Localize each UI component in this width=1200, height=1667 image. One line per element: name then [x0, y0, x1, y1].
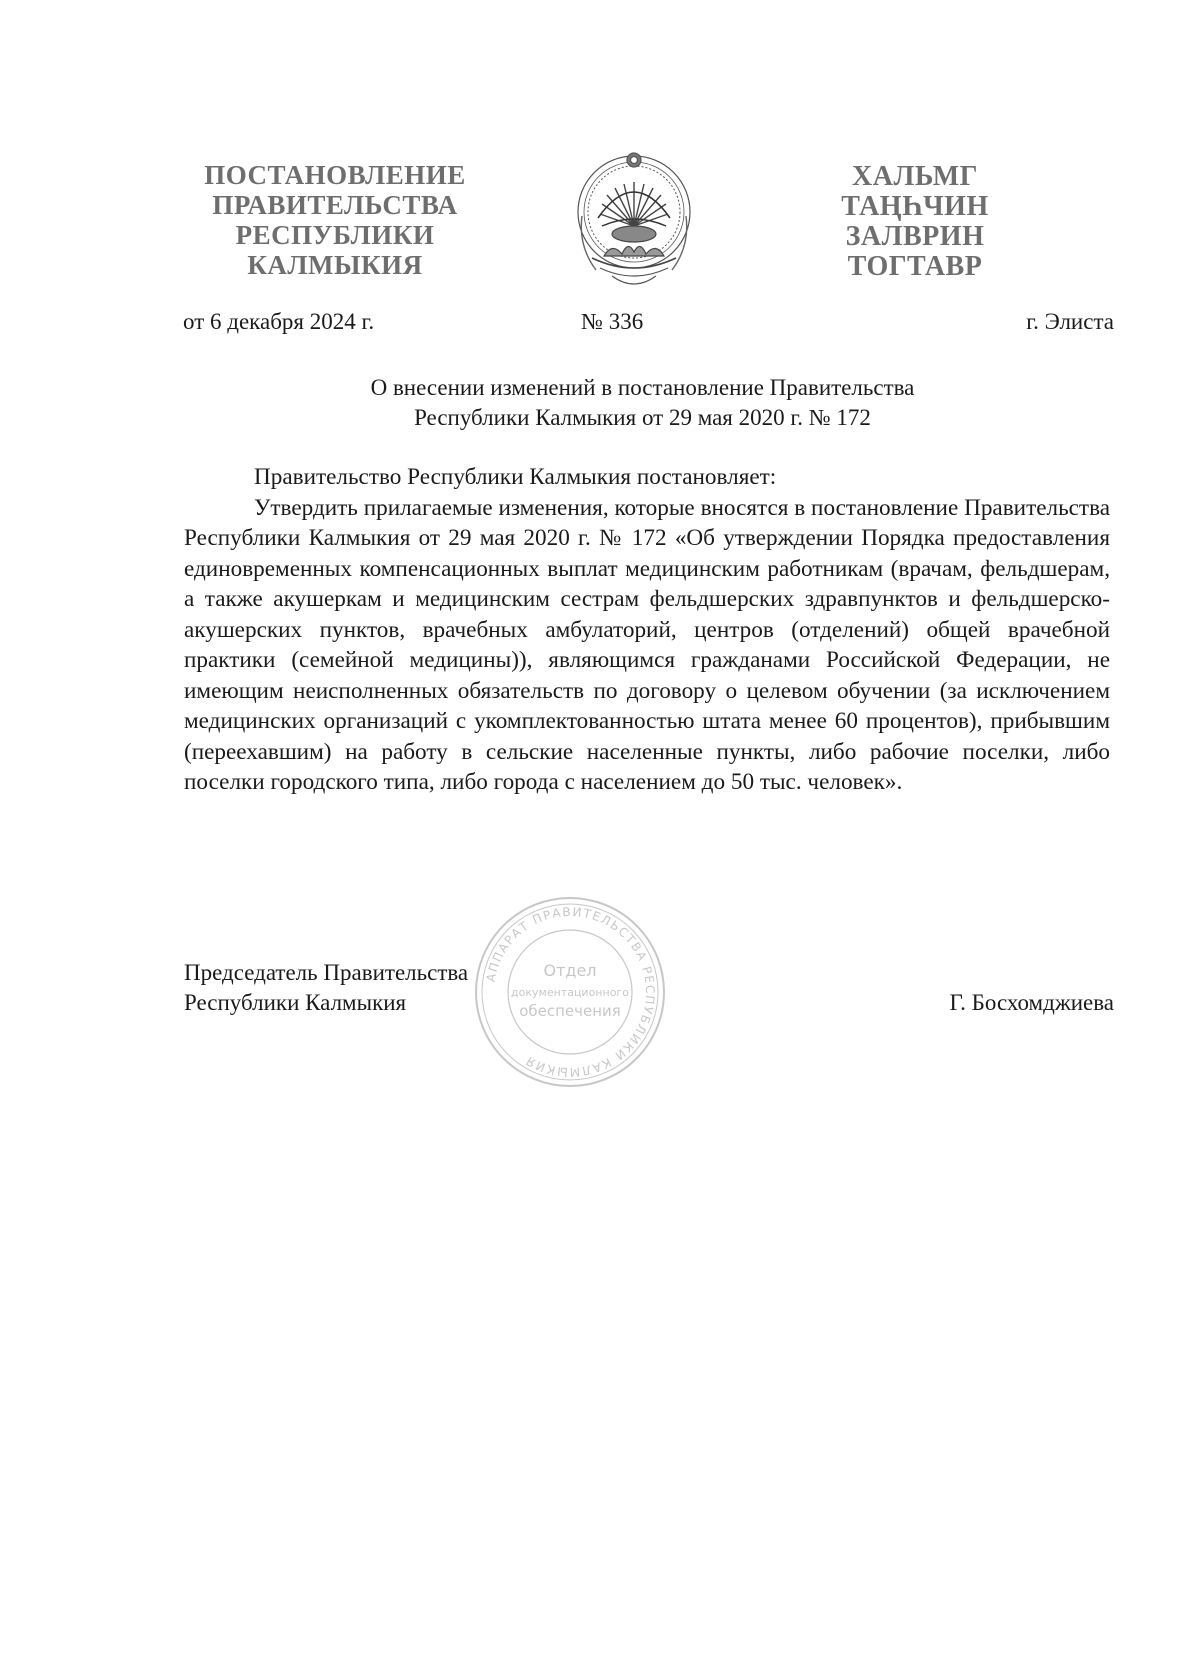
header-right-line: ТАҢҺЧИН [841, 191, 989, 222]
stamp-center-line: обеспечения [519, 1002, 621, 1020]
subject-line: Республики Калмыкия от 29 мая 2020 г. № 172 [414, 405, 871, 430]
document-body [184, 462, 1110, 798]
document-subject [200, 373, 1085, 433]
header-right-line: ХАЛЬМГ [852, 161, 978, 192]
body-paragraph: Правительство Республики Калмыкия постановляет: [254, 464, 777, 490]
stamp-center-line: Отдел [543, 961, 597, 980]
kalmykia-emblem-icon [572, 146, 696, 294]
signatory-title-line: Республики Калмыкия [184, 990, 407, 1015]
body-paragraph: Утвердить прилагаемые изменения, которые вносятся в постановление Правительства Республики Калмыкия от 29 мая 2020 г. № 172 «Об утверждении Порядка предоставления единовременных компенсационных выплат медицинским работникам (врачам, фельдшерам, а также акушеркам и медицинским сестрам фельдшерских здравпунктов и фельдшерско-акушерских пунктов, врачебных амбулаторий, центров (отделений) общей врачебной практики (семейной медицины)), являющимся гражданами Российской Федерации, не имеющим неисполненных обязательств по договору о целевом обучении (за исключением медицинских организаций с укомплектованностью штата менее 60 процентов), прибывшим (переехавшим) на работу в сельские населенные пункты, либо рабочие поселки, либо поселки городского типа, либо города с населением до 50 тыс. человек». [184, 494, 1110, 795]
document-number: № 336 [581, 309, 644, 334]
header-title-kalmyk [830, 162, 1000, 282]
header-left-line: ПРАВИТЕЛЬСТВА [212, 190, 458, 220]
stamp-ring-text: АППАРАТ ПРАВИТЕЛЬСТВА РЕСПУБЛИКИ КАЛМЫКИЯ [483, 904, 658, 1080]
subject-line: О внесении изменений в постановление Правительства [370, 375, 915, 400]
signatory-title-line: Председатель Правительства [184, 960, 469, 985]
header-title-russian [200, 160, 470, 280]
document-date: от 6 декабря 2024 г. [183, 309, 375, 334]
header-right-line: ЗАЛВРИН [845, 221, 985, 252]
header-left-line: ПОСТАНОВЛЕНИЕ [204, 160, 466, 190]
header-left-line: РЕСПУБЛИКИ [235, 220, 435, 250]
header-right-line: ТОГТАВР [847, 251, 983, 282]
stamp-center-line: документационного [511, 986, 629, 999]
signatory-title [184, 958, 468, 1018]
document-city: г. Элиста [1026, 309, 1114, 334]
header-left-line: КАЛМЫКИЯ [247, 250, 423, 280]
official-stamp [470, 892, 670, 1092]
signatory-name: Г. Босхомджиева [949, 990, 1114, 1015]
